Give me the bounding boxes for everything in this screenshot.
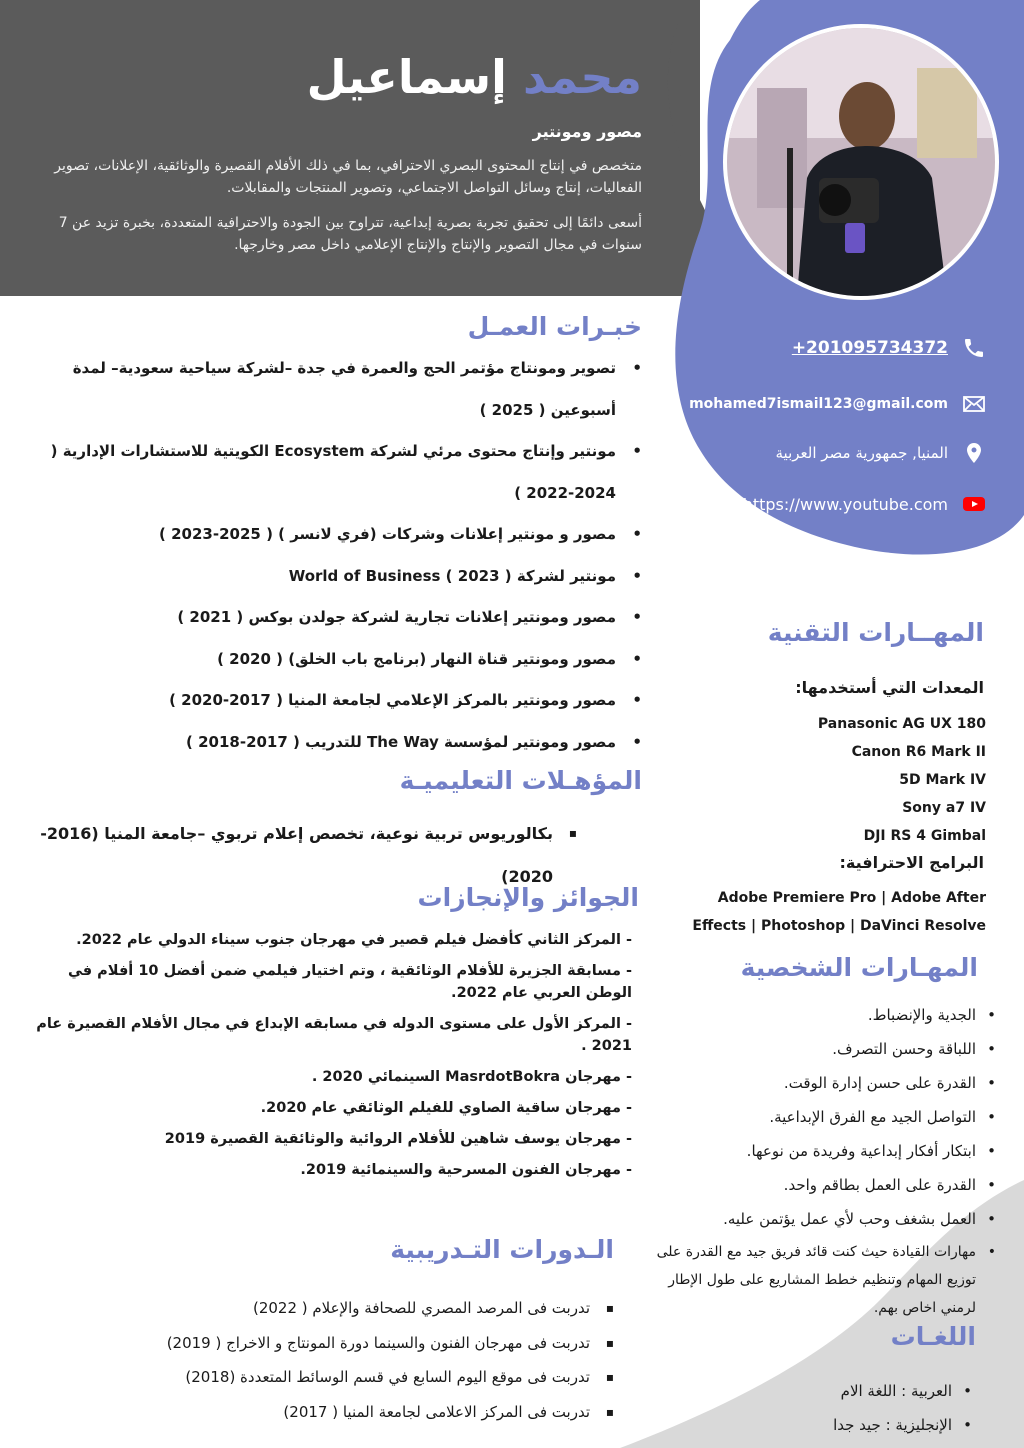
- phone-link[interactable]: +201095734372: [791, 338, 948, 358]
- list-item: - مهرجان يوسف شاهين للأفلام الروائية والوثائقية القصيرة 2019: [164, 1131, 632, 1147]
- list-item: • مصور ومونتير لمؤسسة The Way للتدريب ( 2017-2018 ): [22, 722, 642, 764]
- equipment-title: المعدات التي أستخدمها:: [795, 678, 984, 697]
- technical-skills-heading: المهــارات التقنية: [767, 618, 984, 647]
- envelope-icon: [962, 392, 986, 416]
- equipment-item: Sony a7 IV: [902, 800, 986, 816]
- contact-email[interactable]: [689, 392, 986, 416]
- contact-phone[interactable]: [792, 336, 986, 360]
- equipment-item: 5D Mark IV: [899, 772, 986, 788]
- courses-heading: الـدورات التـدريبية: [390, 1235, 614, 1264]
- location-text: المنيا, جمهورية مصر العربية: [775, 444, 948, 462]
- equipment-list: [818, 710, 986, 850]
- education-heading: المؤهـلات التعليميـة: [399, 766, 642, 795]
- email-link[interactable]: mohamed7ismail123@gmail.com: [689, 396, 948, 412]
- list-item: ▪ بكالوريوس تربية نوعية، تخصص إعلام تربوي –جامعة المنيا (2016-2020): [39, 812, 579, 898]
- list-item: • مصور ومونتير بالمركز الإعلامي لجامعة المنيا ( 2017-2020 ): [22, 680, 642, 722]
- list-item: • التواصل الجيد مع الفرق الإبداعية.: [646, 1100, 996, 1134]
- list-item: - المركز الثاني كأفضل فيلم قصير في مهرجان جنوب سيناء الدولي عام 2022.: [76, 932, 632, 948]
- personal-skills-list: [646, 998, 996, 1322]
- list-item: ▪ تدربت فى موقع اليوم السابع في قسم الوسائط المتعددة (2018): [16, 1360, 616, 1395]
- job-title: مصور ومونتير: [532, 122, 642, 141]
- list-item: - المركز الأول على مستوى الدوله في مسابقه الإبداع في مجال الأفلام القصيرة عام 2021 .: [36, 1016, 632, 1054]
- phone-icon: [962, 336, 986, 360]
- equipment-item: DJI RS 4 Gimbal: [863, 828, 986, 844]
- list-item: • مهارات القيادة حيث كنت قائد فريق جيد مع القدرة على توزيع المهام وتنظيم خطط المشاريع على طول الإطار لرمني اخاص بهم.: [646, 1238, 996, 1322]
- profile-photo: [727, 28, 995, 296]
- languages-heading: اللغـات: [890, 1322, 976, 1351]
- courses-list: [16, 1291, 616, 1429]
- last-name: إسماعيل: [306, 50, 507, 104]
- contact-location: [776, 441, 987, 465]
- bio-paragraph-2: أسعى دائمًا إلى تحقيق تجربة بصرية إبداعية، تتراوح بين الجودة والاحترافية المتعددة، بخبرة تزيد عن 7 سنوات في مجال التصوير والإنتاج والإنتاج الإعلامي داخل مصر وخارجها.: [58, 215, 642, 253]
- list-item: • الإنجليزية : جيد جدا: [712, 1408, 972, 1442]
- software-title: البرامج الاحترافية:: [839, 853, 984, 872]
- list-item: - مهرجان الفنون المسرحية والسينمائية 2019.: [300, 1162, 632, 1178]
- list-item: • العمل بشغف وحب لأي عمل يؤتمن عليه.: [646, 1202, 996, 1236]
- software-list: Adobe Premiere Pro | Adobe After Effects | Photoshop | DaVinci Resolve: [692, 890, 986, 934]
- list-item: ▪ تدربت فى المركز الاعلامى لجامعة المنيا ( 2017): [16, 1395, 616, 1430]
- list-item: • مصور ومونتير إعلانات تجارية لشركة جولدن بوكس ( 2021 ): [22, 597, 642, 639]
- equipment-item: Canon R6 Mark II: [851, 744, 986, 760]
- list-item: • ابتكار أفكار إبداعية وفريدة من نوعها.: [646, 1134, 996, 1168]
- languages-list: [712, 1374, 972, 1442]
- work-experience-list: [22, 348, 642, 763]
- map-pin-icon: [962, 441, 986, 465]
- list-item: - مهرجان ساقية الصاوي للفيلم الوثائقي عام 2020.: [260, 1100, 632, 1116]
- awards-heading: الجوائز والإنجازات: [417, 883, 639, 912]
- first-name: محمد: [522, 50, 642, 104]
- list-item: ▪ تدربت فى مهرجان الفنون والسينما دورة المونتاج و الاخراج ( 2019): [16, 1326, 616, 1361]
- list-item: • مونتير وإنتاج محتوى مرئي لشركة Ecosystem الكويتية للاستشارات الإدارية ( 2024-2022 ): [22, 431, 642, 514]
- list-item: - مسابقة الجزيرة للأفلام الوثائقية ، وتم اختيار فيلمي ضمن أفضل 10 أفلام في الوطن العربي عام 2022.: [67, 963, 632, 1001]
- list-item: • مونتير لشركة World of Business ( 2023 ): [22, 556, 642, 598]
- full-name: [307, 50, 642, 104]
- list-item: • اللباقة وحسن التصرف.: [646, 1032, 996, 1066]
- personal-skills-heading: المهـارات الشخصية: [740, 953, 978, 982]
- list-item: • مصور و مونتير إعلانات وشركات (فري لانسر ) ( 2025-2023 ): [22, 514, 642, 556]
- work-experience-heading: خبـرات العمـل: [467, 312, 642, 341]
- equipment-item: Panasonic AG UX 180: [817, 716, 986, 732]
- list-item: • تصوير ومونتاج مؤتمر الحج والعمرة في جدة –لشركة سياحية سعودية– لمدة أسبوعين ( 2025 ): [22, 348, 642, 431]
- list-item: • مصور ومونتير قناة النهار (برنامج باب الخلق) ( 2020 ): [22, 639, 642, 681]
- list-item: • القدرة على العمل بطاقم واحد.: [646, 1168, 996, 1202]
- list-item: • الجدية والإنضباط.: [646, 998, 996, 1032]
- website-link[interactable]: https://www.youtube.com: [742, 494, 948, 514]
- awards-list: [32, 929, 632, 1190]
- list-item: • العربية : اللغة الام: [712, 1374, 972, 1408]
- youtube-icon: [962, 492, 986, 516]
- list-item: - مهرجان MasrdotBokra السينمائي 2020 .: [311, 1069, 632, 1085]
- list-item: ▪ تدربت فى المرصد المصري للصحافة والإعلام ( 2022): [16, 1291, 616, 1326]
- bio-paragraph-1: متخصص في إنتاج المحتوى البصري الاحترافي، بما في ذلك الأفلام القصيرة والوثائقية، الإعلانات، تصوير الفعاليات، إنتاج وسائل التواصل الاجتماعي، وتصوير المنتجات والمقابلات.: [54, 158, 642, 196]
- contact-website[interactable]: [743, 492, 986, 516]
- list-item: • القدرة على حسن إدارة الوقت.: [646, 1066, 996, 1100]
